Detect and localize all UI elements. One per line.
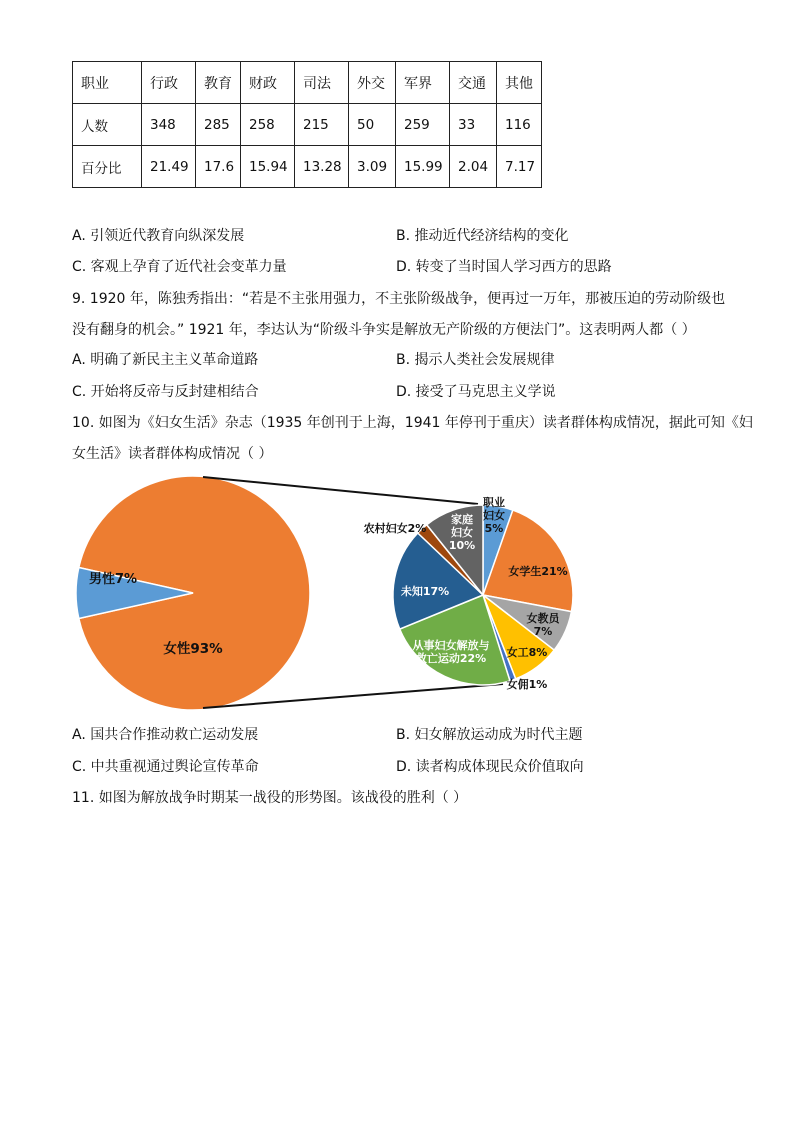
label-female-servants: 女佣1%	[506, 678, 548, 691]
table-cell: 3.09	[349, 146, 396, 188]
gender-pie-chart	[76, 476, 310, 710]
table-cell: 33	[450, 104, 497, 146]
table-cell: 21.49	[142, 146, 196, 188]
table-cell: 交通	[450, 62, 497, 104]
table-cell: 17.6	[196, 146, 241, 188]
table-cell: 13.28	[295, 146, 349, 188]
q9-stem-line-2: 没有翻身的机会。” 1921 年，李达认为“阶级斗争实是解放无产阶级的方便法门”。这表明两人都（ ）	[72, 322, 696, 338]
label-male: 男性7%	[88, 572, 138, 587]
table-row	[73, 146, 542, 188]
table-cell: 教育	[196, 62, 241, 104]
label-rural-women: 农村妇女2%	[363, 522, 427, 535]
q8-option-c[interactable]: C. 客观上孕育了近代社会变革力量	[72, 259, 287, 275]
label-womens-liberation: 从事妇女解放与救亡运动22%	[412, 639, 490, 665]
table-cell: 215	[295, 104, 349, 146]
label-female-students: 女学生21%	[508, 565, 568, 578]
q9-option-a[interactable]: A. 明确了新民主主义革命道路	[72, 352, 259, 368]
q10-option-d[interactable]: D. 读者构成体现民众价值取向	[396, 759, 584, 775]
label-female-workers: 女工8%	[506, 646, 548, 659]
q10-stem-line-2: 女生活》读者群体构成情况（ ）	[72, 446, 273, 462]
table-cell: 百分比	[73, 146, 142, 188]
q10-stem-line-1: 10. 如图为《妇女生活》杂志（1935 年创刊于上海，1941 年停刊于重庆）读者群体构成情况，据此可知《妇	[72, 415, 753, 431]
q9-option-d[interactable]: D. 接受了马克思主义学说	[396, 384, 556, 400]
table-row	[73, 104, 542, 146]
q11-stem-line-1: 11. 如图为解放战争时期某一战役的形势图。该战役的胜利（ ）	[72, 790, 468, 806]
table-cell: 财政	[241, 62, 295, 104]
table-cell: 15.99	[396, 146, 450, 188]
table-cell: 人数	[73, 104, 142, 146]
table-cell: 259	[396, 104, 450, 146]
reader-composition-charts	[0, 470, 794, 715]
table-cell: 258	[241, 104, 295, 146]
table-header-row	[73, 62, 542, 104]
label-unknown: 未知17%	[400, 585, 450, 598]
table-cell: 外交	[349, 62, 396, 104]
table-cell: 7.17	[497, 146, 542, 188]
table-cell: 军界	[396, 62, 450, 104]
table-cell: 行政	[142, 62, 196, 104]
table-cell: 15.94	[241, 146, 295, 188]
label-housewives: 家庭妇女 10%	[448, 513, 476, 552]
label-female: 女性93%	[163, 641, 223, 657]
q8-option-a[interactable]: A. 引领近代教育向纵深发展	[72, 228, 245, 244]
label-professional-women: 职业妇女 5%	[483, 496, 505, 535]
q10-option-b[interactable]: B. 妇女解放运动成为时代主题	[396, 727, 583, 743]
table-cell: 285	[196, 104, 241, 146]
occupation-table	[72, 61, 542, 188]
q8-option-d[interactable]: D. 转变了当时国人学习西方的思路	[396, 259, 612, 275]
q9-option-c[interactable]: C. 开始将反帝与反封建相结合	[72, 384, 259, 400]
q10-option-a[interactable]: A. 国共合作推动救亡运动发展	[72, 727, 259, 743]
table-cell: 2.04	[450, 146, 497, 188]
table-cell: 116	[497, 104, 542, 146]
q9-option-b[interactable]: B. 揭示人类社会发展规律	[396, 352, 555, 368]
q9-stem-line-1: 9. 1920 年，陈独秀指出：“若是不主张用强力，不主张阶级战争，便再过一万年，那被压迫的劳动阶级也	[72, 291, 726, 307]
q10-option-c[interactable]: C. 中共重视通过舆论宣传革命	[72, 759, 259, 775]
table-cell: 职业	[73, 62, 142, 104]
label-female-teachers: 女教员 7%	[526, 612, 560, 638]
table-cell: 司法	[295, 62, 349, 104]
table-cell: 348	[142, 104, 196, 146]
q8-option-b[interactable]: B. 推动近代经济结构的变化	[396, 228, 569, 244]
table-cell: 其他	[497, 62, 542, 104]
table-cell: 50	[349, 104, 396, 146]
